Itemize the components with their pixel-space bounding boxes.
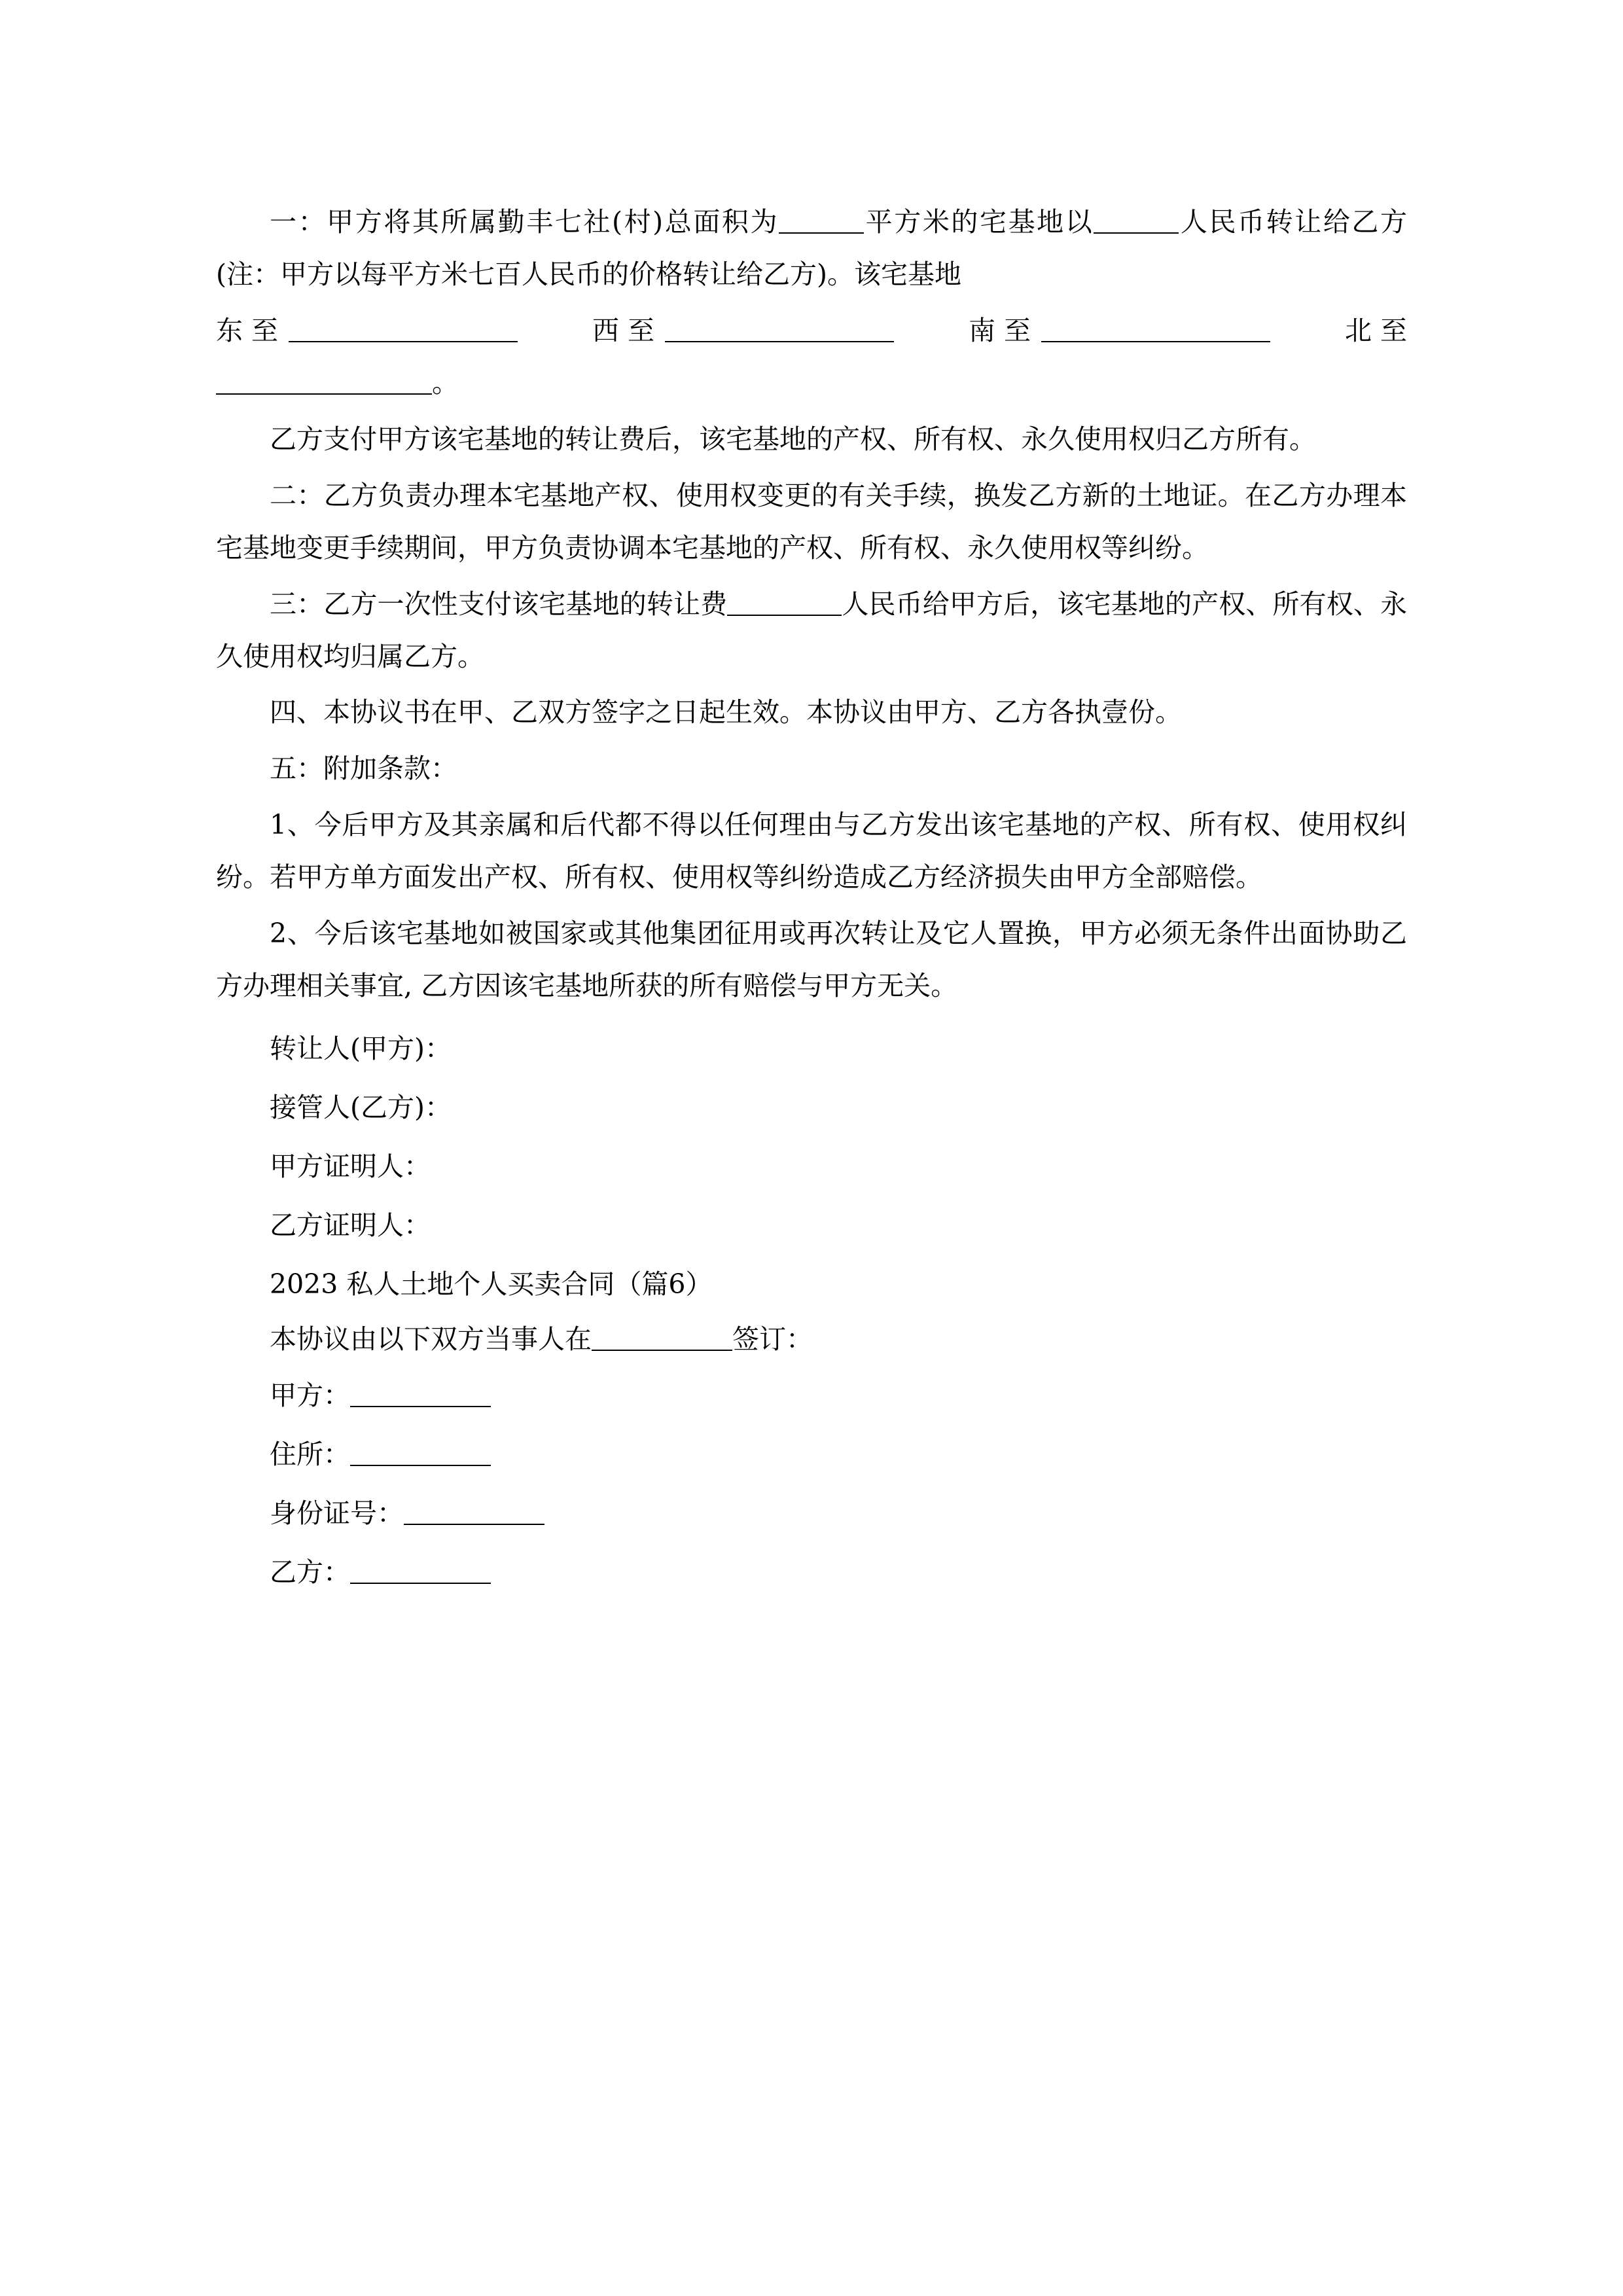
field-party-a-blank xyxy=(350,1406,491,1407)
clause-1-prefix: 一：甲方将其所属勤丰七社(村)总面积为 xyxy=(270,206,779,238)
sub-clause-2: 2、今后该宅基地如被国家或其他集团征用或再次转让及它人置换，甲方必须无条件出面协助乙方办理相关事宜, 乙方因该宅基地所获的所有赔偿与甲方无关。 xyxy=(216,918,1407,1002)
boundary-north-label: 北 至 xyxy=(1344,314,1407,346)
clause-3-blank xyxy=(727,615,842,616)
sub-clause-1: 1、今后甲方及其亲属和后代都不得以任何理由与乙方发出该宅基地的产权、所有权、使用权纠纷。若甲方单方面发出产权、所有权、使用权等纠纷造成乙方经济损失由甲方全部赔偿。 xyxy=(216,809,1407,893)
signature-witness-party-a: 甲方证明人： xyxy=(270,1150,431,1182)
clause-3-suffix: 人民币给甲方后，该宅基地的产权、所有权、永久使用权均归属乙方。 xyxy=(216,588,1408,672)
clause-3-prefix: 三：乙方一次性支付该宅基地的转让费 xyxy=(270,588,728,620)
clause-1-mid1: 平方米的宅基地以 xyxy=(864,206,1094,238)
field-address-blank xyxy=(350,1465,491,1466)
clause-2: 二：乙方负责办理本宅基地产权、使用权变更的有关手续，换发乙方新的土地证。在乙方办理本宅基地变更手续期间，甲方负责协调本宅基地的产权、所有权、永久使用权等纠纷。 xyxy=(216,479,1407,564)
boundary-north-continuation xyxy=(216,357,1407,410)
boundary-west-blank xyxy=(665,341,894,342)
field-party-b xyxy=(216,1547,1407,1599)
boundary-north-blank xyxy=(216,393,432,395)
clause-1-mid2: 人民币转让给乙方(注：甲方以每平方米七百人民币的价格转让给乙方)。该宅基地 xyxy=(216,206,1407,290)
field-party-b-label: 乙方： xyxy=(270,1556,350,1588)
signature-transferor: 转让人(甲方)： xyxy=(270,1033,452,1065)
boundary-north xyxy=(1345,305,1407,357)
boundary-east xyxy=(216,305,518,357)
field-address xyxy=(216,1429,1407,1481)
clause-1 xyxy=(216,196,1407,301)
boundary-south xyxy=(969,305,1270,357)
clause-3 xyxy=(216,579,1407,683)
boundary-south-blank xyxy=(1041,341,1270,342)
boundary-west-label: 西 至 xyxy=(592,314,655,346)
field-party-a-label: 甲方： xyxy=(270,1379,350,1411)
field-party-a xyxy=(216,1370,1407,1422)
boundary-directions-row xyxy=(216,305,1407,357)
signature-witness-party-b: 乙方证明人： xyxy=(270,1209,431,1241)
agreement-place-blank xyxy=(592,1350,732,1351)
field-id-number-label: 身份证号： xyxy=(270,1497,404,1529)
signature-receiver: 接管人(乙方)： xyxy=(270,1092,452,1123)
clause-4: 四、本协议书在甲、乙双方签字之日起生效。本协议由甲方、乙方各执壹份。 xyxy=(270,696,1182,728)
paragraph-transfer-fee: 乙方支付甲方该宅基地的转让费后，该宅基地的产权、所有权、永久使用权归乙方所有。 xyxy=(270,423,1316,455)
clause-1-tail: 。 xyxy=(432,367,459,399)
field-id-number xyxy=(216,1488,1407,1540)
boundary-west xyxy=(592,305,894,357)
field-address-label: 住所： xyxy=(270,1438,350,1470)
agreement-intro xyxy=(216,1314,1407,1366)
section-heading: 2023 私人土地个人买卖合同（篇6） xyxy=(270,1268,713,1300)
spacer xyxy=(216,1016,1407,1023)
field-party-b-blank xyxy=(350,1583,491,1584)
boundary-east-label: 东 至 xyxy=(216,314,279,346)
agreement-intro-suffix: 签订： xyxy=(732,1323,813,1355)
agreement-intro-prefix: 本协议由以下双方当事人在 xyxy=(270,1323,592,1355)
boundary-east-blank xyxy=(289,341,518,342)
document-body xyxy=(216,196,1407,1598)
price-blank xyxy=(1094,232,1179,234)
field-id-number-blank xyxy=(404,1524,544,1525)
area-blank xyxy=(779,232,864,234)
boundary-south-label: 南 至 xyxy=(968,314,1031,346)
clause-5-title: 五：附加条款： xyxy=(270,753,457,785)
